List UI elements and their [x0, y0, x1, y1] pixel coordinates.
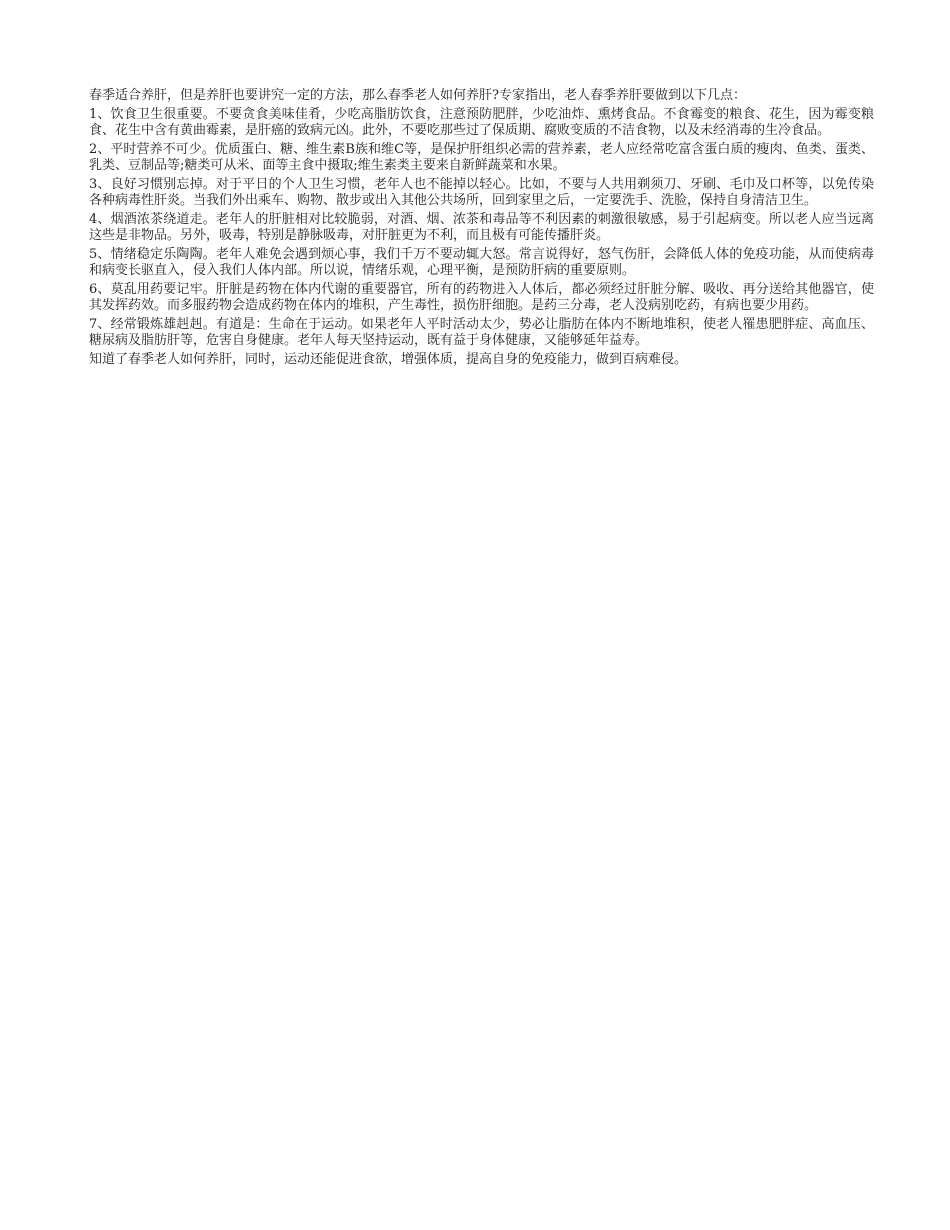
point-paragraph-5: 5、情绪稳定乐陶陶。老年人难免会遇到烦心事，我们千万不要动辄大怒。常言说得好，怒气伤肝，会降低人体的免疫功能，从而使病毒和病变长驱直入，侵入我们人体内部。所以说，情绪乐观，心理平衡，是预防肝病的重要原则。: [89, 247, 874, 278]
point-paragraph-4: 4、烟酒浓茶绕道走。老年人的肝脏相对比较脆弱，对酒、烟、浓茶和毒品等不利因素的刺激很敏感，易于引起病变。所以老人应当远离这些是非物品。另外，吸毒，特别是静脉吸毒，对肝脏更为不利，而且极有可能传播肝炎。: [89, 212, 874, 243]
point-paragraph-7: 7、经常锻炼雄赳赳。有道是：生命在于运动。如果老年人平时活动太少，势必让脂肪在体内不断地堆积，使老人罹患肥胖症、高血压、糖尿病及脂肪肝等，危害自身健康。老年人每天坚持运动，既有益于身体健康，又能够延年益寿。: [89, 317, 874, 348]
point-paragraph-6: 6、莫乱用药要记牢。肝脏是药物在体内代谢的重要器官，所有的药物进入人体后，都必须经过肝脏分解、吸收、再分送给其他器官，使其发挥药效。而多服药物会造成药物在体内的堆积，产生毒性，损伤肝细胞。是药三分毒，老人没病别吃药，有病也要少用药。: [89, 282, 874, 313]
point-paragraph-2: 2、平时营养不可少。优质蛋白、糖、维生素B族和维C等，是保护肝组织必需的营养素，老人应经常吃富含蛋白质的瘦肉、鱼类、蛋类、乳类、豆制品等;糖类可从米、面等主食中摄取;维生素类主要来自新鲜蔬菜和水果。: [89, 142, 874, 173]
conclusion-paragraph: 知道了春季老人如何养肝，同时，运动还能促进食欲，增强体质，提高自身的免疫能力，做到百病难侵。: [89, 352, 688, 367]
point-paragraph-1: 1、饮食卫生很重要。不要贪食美味佳肴，少吃高脂肪饮食，注意预防肥胖，少吃油炸、熏烤食品。不食霉变的粮食、花生，因为霉变粮食、花生中含有黄曲霉素，是肝癌的致病元凶。此外，不要吃那些过了保质期、腐败变质的不洁食物，以及未经消毒的生冷食品。: [89, 107, 874, 138]
point-paragraph-3: 3、良好习惯别忘掉。对于平日的个人卫生习惯，老年人也不能掉以轻心。比如，不要与人共用剃须刀、牙刷、毛巾及口杯等，以免传染各种病毒性肝炎。当我们外出乘车、购物、散步或出入其他公共场所，回到家里之后，一定要洗手、洗脸，保持自身清洁卫生。: [89, 177, 874, 208]
document-page: [89, 88, 874, 371]
intro-paragraph: 春季适合养肝，但是养肝也要讲究一定的方法，那么春季老人如何养肝?专家指出，老人春季养肝要做到以下几点：: [89, 88, 746, 103]
